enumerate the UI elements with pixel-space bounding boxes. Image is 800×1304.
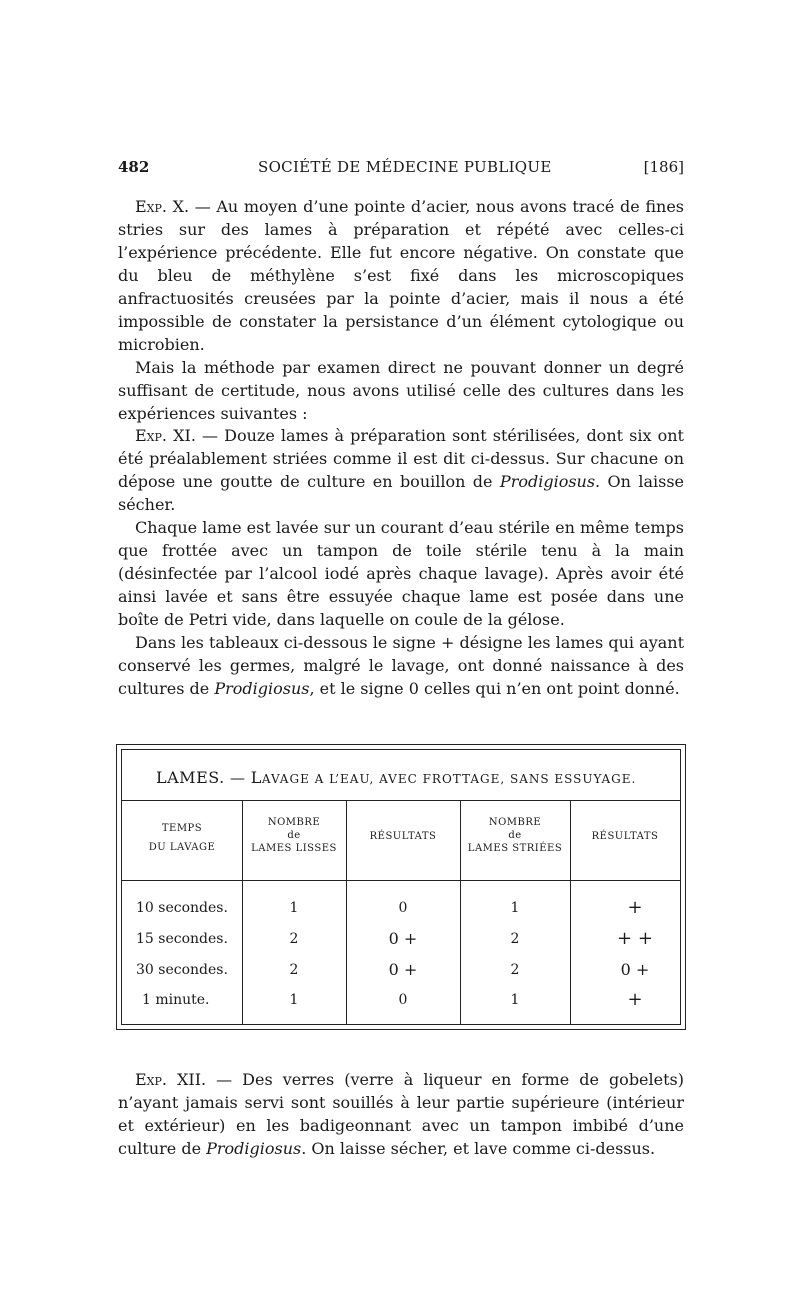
exp11-text-1a: — Douze lames à préparation sont stérilisées, dont six ont été préalablement striées comme il est dit ci-dessus. Sur chacune on dépose une goutte de culture en bouillon de: [118, 426, 684, 491]
row-1-striated: 1: [510, 900, 520, 916]
row-2-smooth-result: 0 +: [388, 929, 418, 948]
row-1-smooth-result: 0: [398, 900, 408, 916]
row-2-striated: 2: [510, 931, 520, 947]
header-results-2: RÉSULTATS: [591, 831, 659, 842]
row-2-striated-result: + +: [617, 928, 653, 949]
exp10-paragraph-1: [118, 195, 684, 356]
exp11-text-3b: , et le signe 0 celles qui n’en ont point donné.: [309, 679, 680, 698]
exp11-paragraph-1: [118, 424, 684, 516]
exp10-label: Exp. X.: [135, 197, 190, 216]
row-3-smooth-result: 0 +: [388, 960, 418, 979]
results-table: [116, 744, 686, 1030]
exp12-organism: Prodigiosus: [206, 1139, 302, 1158]
header-striated-line1: NOMBRE: [488, 817, 542, 828]
caption-lead: LAMES.: [156, 768, 225, 787]
header-time: [122, 822, 242, 854]
caption-rule: [122, 800, 680, 801]
experiment-11: [118, 424, 684, 700]
exp11-paragraph-2: Chaque lame est lavée sur un courant d’eau stérile en même temps que frottée avec un tampon de toile stérile tenu à la main (désinfectée par l’alcool iodé après chaque lavage). Après avoir été ainsi lavée et sans être essuyée chaque lame est posée dans une boîte de Petri vide, dans laquelle on coule de la gélose.: [118, 518, 684, 629]
caption-dash: —: [224, 769, 251, 787]
running-title: SOCIÉTÉ DE MÉDECINE PUBLIQUE: [258, 158, 552, 176]
exp11-label: Exp. XI.: [135, 426, 196, 445]
row-1-smooth: 1: [289, 900, 299, 916]
row-2-time: 15 secondes.: [136, 931, 228, 947]
caption-initial: L: [250, 768, 262, 787]
exp11-organism-1: Prodigiosus: [499, 472, 596, 491]
header-time-line1: TEMPS: [161, 823, 203, 834]
exp10-paragraph-2: Mais la méthode par examen direct ne pouvant donner un degré suffisant de certitude, nous avons utilisé celle des cultures dans les expériences suivantes :: [118, 358, 684, 423]
header-striated-count: [460, 816, 570, 855]
header-time-line2: DU LAVAGE: [148, 842, 216, 853]
header-smooth-line1: NOMBRE: [267, 817, 321, 828]
header-striated-line2: de: [508, 830, 522, 841]
row-4-smooth: 1: [289, 992, 299, 1008]
row-3-smooth: 2: [289, 962, 299, 978]
experiment-10: [118, 195, 684, 425]
results-table-inner: [121, 749, 681, 1025]
exp12-paragraph-1: [118, 1068, 684, 1160]
row-3-striated: 2: [510, 962, 520, 978]
exp12-text-1b: . On laisse sécher, et lave comme ci-dessus.: [301, 1139, 656, 1158]
header-striated-results: [570, 830, 680, 843]
page-number: 482: [118, 158, 150, 176]
exp12-label: Exp. XII.: [135, 1070, 207, 1089]
experiment-12: [118, 1068, 684, 1160]
caption-rest: AVAGE A L’EAU, AVEC FROTTAGE, SANS ESSUYAGE.: [261, 772, 637, 786]
row-1-striated-result: +: [627, 897, 643, 918]
row-4-striated: 1: [510, 992, 520, 1008]
exp11-text-1b: . On laisse sécher.: [118, 472, 685, 514]
header-rule: [122, 880, 680, 881]
exp12-text-1a: — Des verres (verre à liqueur en forme de gobelets) n’ayant jamais servi sont souillés à leur partie supérieure (intérieur et extérieur) en les badigeonnant avec un tampon imbibé d’une culture de: [118, 1070, 684, 1158]
row-2-smooth: 2: [289, 931, 299, 947]
header-smooth-count: [242, 816, 346, 855]
row-4-striated-result: +: [627, 989, 643, 1010]
header-smooth-line2: de: [287, 830, 301, 841]
exp11-text-3a: Dans les tableaux ci-dessous le signe + désigne les lames qui ayant conservé les germes, malgré le lavage, ont donné naissance à des cultures de: [118, 633, 684, 698]
header-results-1: RÉSULTATS: [369, 831, 437, 842]
row-4-smooth-result: 0: [398, 992, 408, 1008]
exp11-paragraph-3: [118, 631, 684, 700]
running-head: [118, 158, 684, 180]
row-4-time: 1 minute.: [142, 992, 210, 1008]
row-3-striated-result: 0 +: [620, 960, 650, 979]
header-striated-line3: LAMES STRIÉES: [467, 843, 563, 854]
header-smooth-line3: LAMES LISSES: [251, 843, 337, 854]
bracket-page-number: [186]: [643, 158, 684, 176]
exp10-text-1: — Au moyen d’une pointe d’acier, nous avons tracé de fines stries sur des lames à préparation et répété avec celles-ci l’expérience précédente. Elle fut encore négative. On constate que du bleu de méthylène s’est fixé dans les microscopiques anfractuosités creusées par la pointe d’acier, mais il nous a été impossible de constater la persistance d’un élément cytologique ou microbien.: [118, 197, 685, 354]
row-1-time: 10 secondes.: [136, 900, 228, 916]
header-smooth-results: [346, 830, 460, 843]
row-3-time: 30 secondes.: [136, 962, 228, 978]
table-caption: [156, 768, 676, 787]
exp11-organism-2: Prodigiosus: [214, 679, 310, 698]
